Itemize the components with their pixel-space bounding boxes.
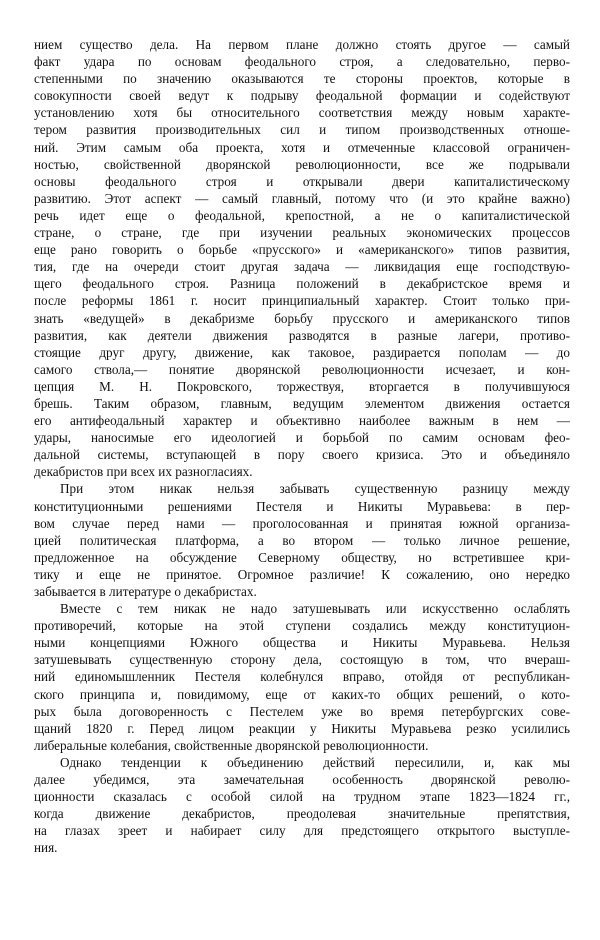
text-line: после реформы 1861 г. носит принципиальный характер. Стоит только при- (34, 293, 570, 309)
text-line: факт удара по основам феодального строя, а следовательно, перво- (34, 54, 570, 70)
paragraph (34, 600, 570, 754)
paragraph (34, 754, 570, 857)
text-line: речь идет еще о феодальной, крепостной, а не о капиталистической (34, 207, 570, 223)
text-line: ний единомышленник Пестеля колебнулся вправо, отойдя от республикан- (34, 669, 570, 685)
text-line: Однако тенденции к объединению действий пересилили, и, как мы (60, 754, 570, 770)
text-line: когда движение декабристов, преодолевая значительные препятствия, (34, 806, 570, 822)
text-line: стране, о стране, где при изучении реальных экономических процессов (34, 225, 570, 241)
text-line: затушевывать существенную сторону дела, состоящую в том, что вчераш- (34, 652, 570, 668)
text-line: тику и еще не принятое. Огромное различие! К сожалению, оно нередко (34, 566, 570, 582)
text-line: ностью, свойственной дворянской революционности, все же подрывали (34, 156, 570, 172)
text-line: тером развития производительных сил и типом производственных отноше- (34, 122, 570, 138)
text-line: забывается в литературе о декабристах. (34, 584, 257, 599)
text-line: его антифеодальный характер и объективно наиболее важным в нем — (34, 413, 570, 429)
text-line: брешь. Таким образом, главным, ведущим элементом движения остается (34, 395, 570, 411)
text-line: цией политическая платформа, а во втором — только личное решение, (34, 532, 570, 548)
text-line: степенными по значению оказываются те стороны проектов, которые в (34, 71, 570, 87)
text-line: При этом никак нельзя забывать существенную разницу между (60, 481, 570, 497)
text-line: тия, где на очереди стоит другая задача — ликвидация еще господствую- (34, 259, 570, 275)
text-line: вом случае перед нами — проголосованная и принятая южной организа- (34, 515, 570, 531)
text-line: знать «ведущей» в декабризме борьбу прусского и американского типов (34, 310, 570, 326)
text-line: развития, как деятели движения разводятся в разные лагери, противо- (34, 327, 570, 343)
paragraph (34, 36, 570, 480)
text-line: противоречий, которые на этой ступени создались между конституцион- (34, 618, 570, 634)
text-line: стоящие друг другу, движение, как таковое, раздирается пополам — до (34, 344, 570, 360)
text-line: совокупности своей ведут к подрыву феодальной формации и содействуют (34, 88, 570, 104)
text-line: самого ствола,— понятие дворянской революционности исчезает, и кон- (34, 361, 570, 377)
text-body (34, 36, 570, 857)
text-line: установлению хотя бы относительного соответствия между новым характе- (34, 105, 570, 121)
text-line: дальной системы, вступающей в пору своего кризиса. Это и объединяло (34, 447, 570, 463)
text-line: ского принципа и, повидимому, еще от каких-то общих решений, о кото- (34, 686, 570, 702)
text-line: основы феодального строя и открывали двери капиталистическому (34, 173, 570, 189)
text-line: ционности сказалась с особой силой на трудном этапе 1823—1824 гг., (34, 789, 570, 805)
text-line: далее убедимся, эта замечательная особенность дворянской револю- (34, 772, 570, 788)
text-line: Вместе с тем никак не надо затушевывать или искусственно ослаблять (60, 601, 570, 617)
text-line: ний. Этим самым оба проекта, хотя и отмеченные классовой ограничен- (34, 139, 570, 155)
text-line: конституционными решениями Пестеля и Никиты Муравьева: в пер- (34, 498, 570, 514)
text-line: рых была договоренность с Пестелем уже во время петербургских сове- (34, 703, 570, 719)
text-line: нием существо дела. На первом плане должно стоять другое — самый (34, 37, 570, 52)
text-line: ными концепциями Южного общества и Никиты Муравьева. Нельзя (34, 635, 570, 651)
text-line: цепция М. Н. Покровского, торжествуя, вторгается в получившуюся (34, 378, 570, 394)
text-line: еще рано говорить о борьбе «прусского» и «американского» типов развития, (34, 242, 570, 258)
text-line: щего феодального строя. Разница положений в декабристское время и (34, 276, 570, 292)
text-line: щаний 1820 г. Перед лицом реакции у Никиты Муравьева резко усилились (34, 720, 570, 736)
text-line: развитию. Этот аспект — самый главный, потому что (и это крайне важно) (34, 190, 570, 206)
paragraph (34, 480, 570, 600)
text-line: на глазах зреет и набирает силу для предстоящего открытого выступле- (34, 823, 570, 839)
text-line: ния. (34, 840, 58, 856)
text-line: удары, наносимые его идеологией и борьбой по самим основам фео- (34, 430, 570, 446)
text-line: предложенное на обсуждение Северному обществу, но встретившее кри- (34, 549, 570, 565)
text-line: либеральные колебания, свойственные дворянской революционности. (34, 737, 429, 753)
text-line: декабристов при всех их разногласиях. (34, 464, 253, 480)
